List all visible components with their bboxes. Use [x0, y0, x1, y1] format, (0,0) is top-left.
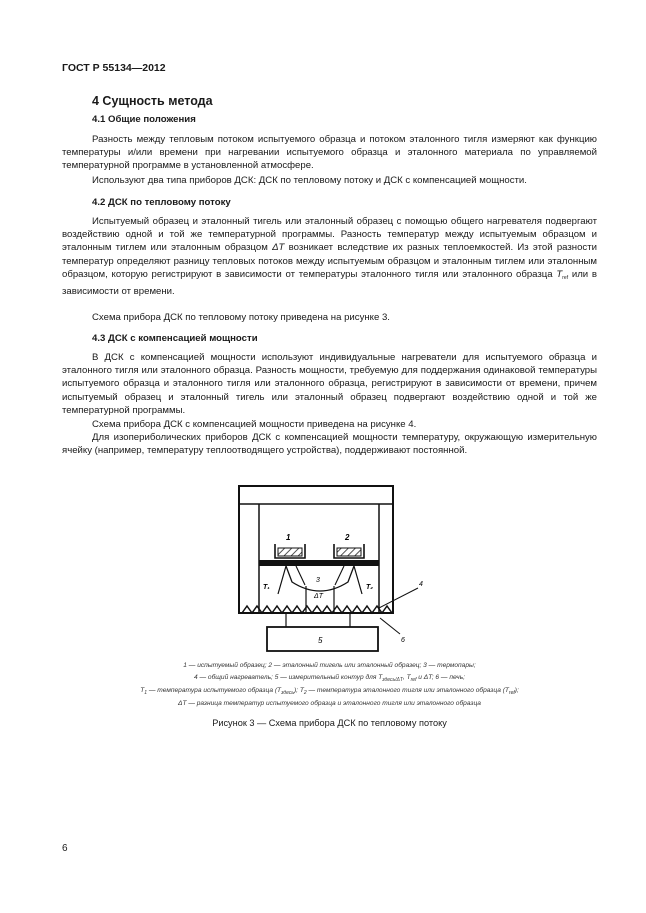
subsection-4-2-title: 4.2 ДСК по тепловому потоку — [92, 197, 231, 208]
t2-lead — [354, 566, 362, 594]
section-title: 4 Сущность метода — [92, 94, 213, 108]
label-dt: ΔT — [314, 593, 323, 600]
sample-fill — [278, 548, 302, 556]
figure-title: Рисунок 3 — Схема прибора ДСК по тепловому потоку — [212, 718, 447, 728]
sample-platform — [259, 560, 379, 566]
thermocouple-left — [286, 566, 354, 591]
paragraph-4-3-2: Схема прибора ДСК с компенсацией мощности приведена на рисунке 4. — [92, 419, 417, 430]
paragraph-4-3-1: В ДСК с компенсацией мощности используют индивидуальные нагреватели для испытуемого образца и эталонного тигля или эталонного образца. Разность мощности, требуемую для поддержания одинаковой температуры испытуемого образца и эталонного тигля или эталонного образца, регистрируют в зависимости от времени, причем испытуемый образец и эталонный тигель или эталонный образец подвергают воздействию одной и той же температурной программы. — [62, 352, 597, 416]
measuring-circuit — [267, 627, 378, 651]
delta-t-symbol: ΔT — [272, 242, 285, 254]
paragraph-4-2-1: Испытуемый образец и эталонный тигель или эталонный образец с помощью общего нагревателя подвергают воздействию одной и той же температурной программы. Разность температур между испытуемым образцом и эталонным тиглем или эталонным образцом ΔT возникает вследствие их разных теплоемкостей. Из этой разности температур определяют разницу тепловых потоков между испытуемым образцом и эталонным тиглем или эталонным образцом, которую регистрируют в зависимости от температуры эталонного тигля или эталонного образца $T_{ref}$ или в зависимости от времени. — [62, 216, 597, 298]
t1-lead — [278, 566, 286, 594]
label-6: 6 — [401, 637, 405, 644]
caption-line-4: ΔT — разница температур испытуемого образца и эталонного тигля или эталонного образца — [178, 700, 481, 707]
label-3: 3 — [316, 577, 320, 584]
paragraph-4-3-3: Для изопериболических приборов ДСК с компенсацией мощности температуру, окружающую измерительную ячейку (например, температуру теплоотводящего устройства), поддерживают постоянной. — [62, 432, 597, 457]
reference-fill — [337, 548, 361, 556]
paragraph-4-1-1: Разность между тепловым потоком испытуемого образца и потоком эталонного тигля измеряют как функцию температуры и/или времени при нагревании испытуемого образца и эталонного материала по управляемой температурной программе в установленной атмосфере. — [62, 134, 597, 172]
subsection-4-1-title: 4.1 Общие положения — [92, 114, 196, 125]
label-1: 1 — [286, 533, 291, 542]
common-heater — [242, 606, 392, 613]
thermocouple-inner — [296, 566, 344, 585]
paragraph-4-1-2: Используют два типа приборов ДСК: ДСК по тепловому потоку и ДСК с компенсацией мощности. — [92, 175, 527, 186]
label-5: 5 — [318, 636, 323, 645]
furnace-pointer — [380, 618, 400, 634]
label-t2: T₂ — [366, 584, 373, 591]
caption-line-1: 1 — испытуемый образец; 2 — эталонный тигель или эталонный образец; 3 — термопары; — [183, 662, 476, 669]
label-2: 2 — [345, 533, 350, 542]
standard-header: ГОСТ Р 55134—2012 — [62, 62, 166, 74]
page-number: 6 — [62, 843, 68, 854]
dsc-heat-flux-diagram — [230, 482, 430, 660]
paragraph-4-2-2: Схема прибора ДСК по тепловому потоку приведена на рисунке 3. — [92, 312, 390, 323]
label-4: 4 — [419, 581, 423, 588]
caption-line-2: 4 — общий нагреватель; 5 — измерительный контур для $T_{здесь/\Delta T}$, $T_{ref}$ и ΔT; 6 — печь; — [194, 674, 465, 683]
caption-line-3: $T_1$ — температура испытуемого образца $(T_{здесь})$; $T_2$ — температура эталонного тигля или эталонного образца $(T_{ref})$; — [140, 687, 519, 696]
label-t1: T₁ — [263, 584, 270, 591]
subsection-4-3-title: 4.3 ДСК с компенсацией мощности — [92, 333, 258, 344]
heater-pointer — [379, 588, 418, 608]
